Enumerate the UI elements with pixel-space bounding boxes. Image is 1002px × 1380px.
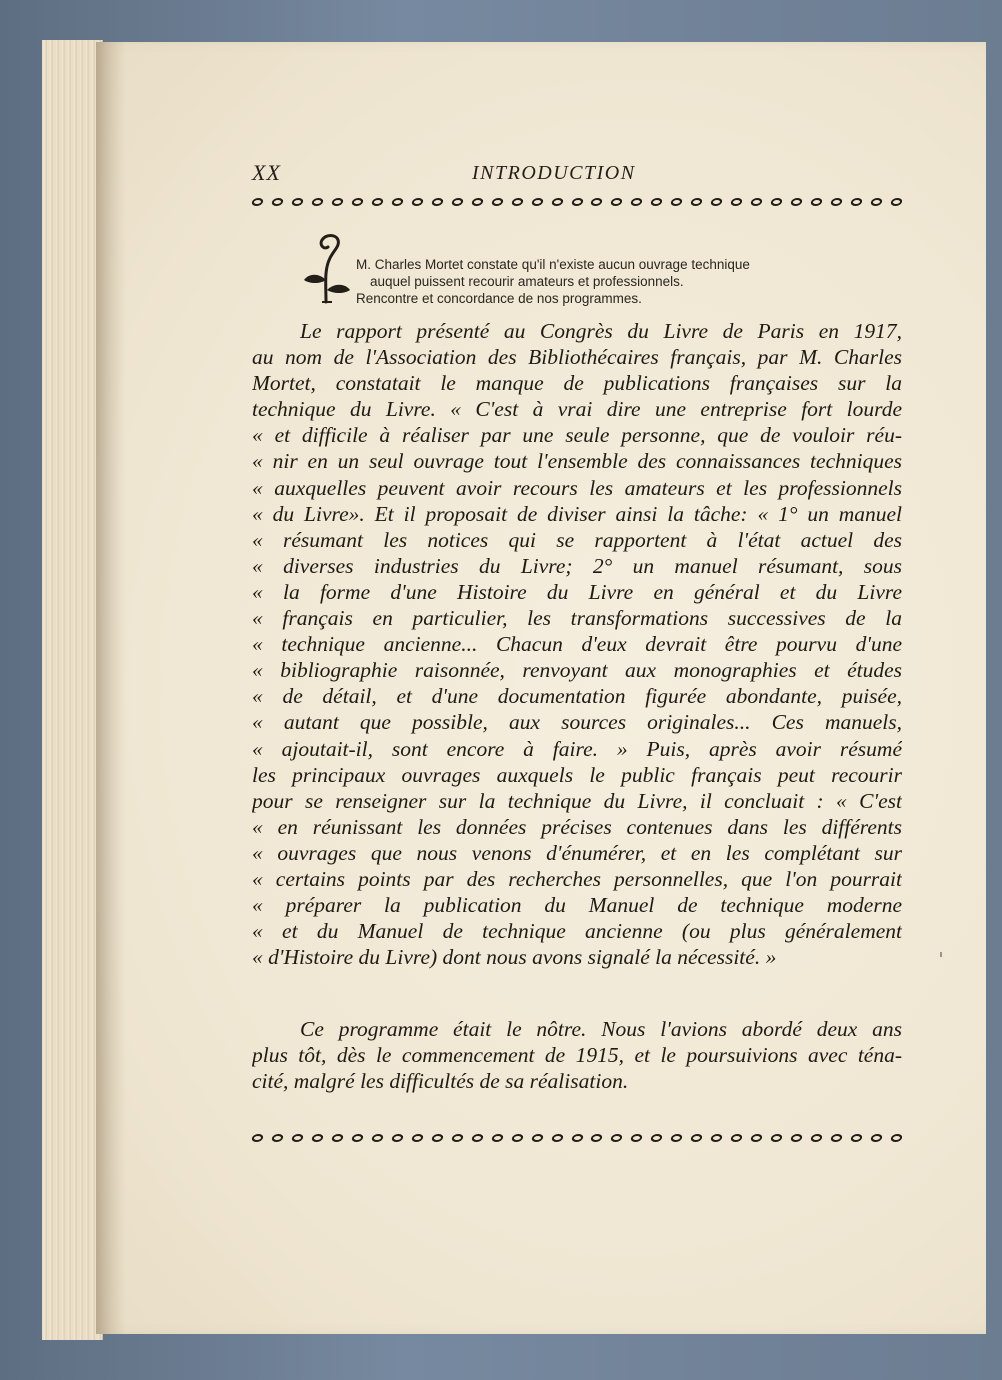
ornament-oval [431, 198, 444, 206]
text-line: pour se renseigner sur la technique du Livre, il concluait : « C'est [252, 788, 902, 813]
ornament-oval [491, 198, 504, 206]
text-line: « ouvrages que nous venons d'énumérer, et en les complétant sur [252, 840, 902, 865]
text-line: « résumant les notices qui se rapportent à l'état actuel des [252, 527, 902, 552]
summary-line: auquel puissent recourir amateurs et professionnels. [370, 274, 684, 289]
ornament-oval [770, 1134, 783, 1142]
text-line: « et du Manuel de technique ancienne (ou plus généralement [252, 919, 902, 944]
ornament-oval [670, 1134, 683, 1142]
text-line: au nom de l'Association des Bibliothécaires français, par M. Charles [252, 345, 902, 370]
text-line: technique du Livre. « C'est à vrai dire une entreprise fort lourde [252, 397, 902, 422]
ornament-oval [670, 198, 683, 206]
text-line: « nir en un seul ouvrage tout l'ensemble des connaissances techniques [252, 449, 902, 474]
ornament-oval [471, 198, 484, 206]
ornament-oval [251, 198, 264, 206]
ornament-oval [331, 1134, 344, 1142]
pencil-mark [940, 952, 942, 957]
ornament-oval [650, 1134, 663, 1142]
text-line: plus tôt, dès le commencement de 1915, et le poursuivions avec téna- [252, 1043, 902, 1068]
text-line: « auxquelles peuvent avoir recours les amateurs et les professionnels [252, 475, 902, 500]
ornament-oval [530, 1134, 543, 1142]
ornament-oval [770, 198, 783, 206]
ornament-oval [411, 198, 424, 206]
ornament-oval [850, 198, 863, 206]
text-line: les principaux ouvrages auxquels le public français peut recourir [252, 762, 902, 787]
text-line: Ce programme était le nôtre. Nous l'avions abordé deux ans [300, 1017, 902, 1041]
ornament-oval [730, 1134, 743, 1142]
ornament-oval [351, 1134, 364, 1142]
text-line: « français en particulier, les transformations successives de la [252, 606, 902, 631]
ornament-oval [870, 1134, 883, 1142]
text-line: « autant que possible, aux sources originales... Ces manuels, [252, 710, 902, 735]
ornament-oval [291, 198, 304, 206]
ornament-oval [570, 1134, 583, 1142]
ornament-oval [810, 1134, 823, 1142]
text-line: « d'Histoire du Livre) dont nous avons signalé la nécessité. » [252, 945, 777, 970]
ornament-oval [610, 1134, 623, 1142]
ornament-oval [690, 1134, 703, 1142]
ornament-oval [630, 198, 643, 206]
ornament-oval [411, 1134, 424, 1142]
text-line: Le rapport présenté au Congrès du Livre de Paris en 1917, [300, 319, 902, 343]
ornament-oval [850, 1134, 863, 1142]
gutter-shadow [96, 42, 126, 1334]
text-line: cité, malgré les difficultés de sa réalisation. [252, 1069, 629, 1094]
text-line: « ajoutait-il, sont encore à faire. » Puis, après avoir résumé [252, 736, 902, 761]
ornament-oval [271, 198, 284, 206]
ornament-oval [530, 198, 543, 206]
summary-text [356, 256, 896, 307]
ornament-oval [311, 1134, 324, 1142]
ornament-oval [570, 198, 583, 206]
ornament-oval [890, 1134, 903, 1142]
ornament-oval [550, 1134, 563, 1142]
page-edges [42, 40, 103, 1340]
text-line: « et difficile à réaliser par une seule personne, que de vouloir réu- [252, 423, 902, 448]
ornament-oval [451, 198, 464, 206]
ornament-oval [590, 198, 603, 206]
ornament-oval [890, 198, 903, 206]
ornament-oval [451, 1134, 464, 1142]
ornament-oval [690, 198, 703, 206]
ornament-oval [391, 1134, 404, 1142]
ornament-oval [730, 198, 743, 206]
text-line: « diverses industries du Livre; 2° un manuel résumant, sous [252, 553, 902, 578]
text-line: « de détail, et d'une documentation figurée abondante, puisée, [252, 684, 902, 709]
ornament-oval [750, 198, 763, 206]
ornament-oval [351, 198, 364, 206]
ornament-oval [371, 1134, 384, 1142]
text-line: « la forme d'une Histoire du Livre en général et du Livre [252, 579, 902, 604]
summary-line: M. Charles Mortet constate qu'il n'existe aucun ouvrage technique [356, 257, 750, 272]
ornament-oval [511, 1134, 524, 1142]
ornament-oval [870, 198, 883, 206]
ornament-oval [471, 1134, 484, 1142]
ornament-oval [431, 1134, 444, 1142]
ornament-oval [271, 1134, 284, 1142]
ornament-oval [391, 198, 404, 206]
text-line: « bibliographie raisonnée, renvoyant aux monographies et études [252, 658, 902, 683]
ornament-oval [710, 198, 723, 206]
running-head [252, 160, 902, 190]
ornament-oval [610, 198, 623, 206]
text-line: « technique ancienne... Chacun d'eux devrait être pourvu d'une [252, 632, 902, 657]
ornament-oval [830, 1134, 843, 1142]
ornament-oval [810, 198, 823, 206]
fleuron-icon [300, 232, 352, 304]
ornament-rule-bottom [252, 1129, 902, 1147]
ornament-oval [291, 1134, 304, 1142]
ornament-oval [790, 1134, 803, 1142]
text-line: « préparer la publication du Manuel de technique moderne [252, 893, 902, 918]
paragraph-1 [252, 318, 902, 970]
ornament-oval [830, 198, 843, 206]
ornament-oval [491, 1134, 504, 1142]
ornament-oval [750, 1134, 763, 1142]
ornament-oval [371, 198, 384, 206]
ornament-oval [311, 198, 324, 206]
chapter-summary [300, 232, 900, 312]
ornament-oval [331, 198, 344, 206]
ornament-oval [590, 1134, 603, 1142]
ornament-oval [650, 198, 663, 206]
ornament-oval [511, 198, 524, 206]
paragraph-2 [252, 1016, 902, 1094]
text-line: « certains points par des recherches personnelles, que l'on pourrait [252, 866, 902, 891]
text-line: « du Livre». Et il proposait de diviser ainsi la tâche: « 1° un manuel [252, 501, 902, 526]
ornament-oval [630, 1134, 643, 1142]
ornament-oval [710, 1134, 723, 1142]
summary-line: Rencontre et concordance de nos programmes. [356, 291, 642, 306]
ornament-oval [251, 1134, 264, 1142]
ornament-oval [550, 198, 563, 206]
text-line: « en réunissant les données précises contenues dans les différents [252, 814, 902, 839]
ornament-oval [790, 198, 803, 206]
page-number: XX [252, 160, 281, 185]
section-title: INTRODUCTION [472, 162, 636, 184]
ornament-rule-top [252, 193, 902, 211]
text-line: Mortet, constatait le manque de publications françaises sur la [252, 371, 902, 396]
